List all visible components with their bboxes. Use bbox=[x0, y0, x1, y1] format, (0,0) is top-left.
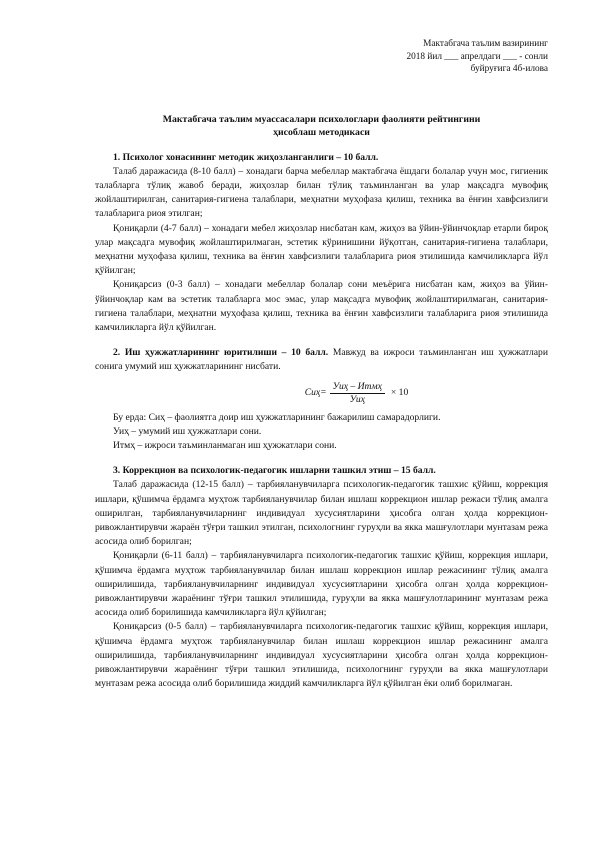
formula-definition: Итмҳ – ижроси таъминланмаган иш ҳужжатлари сони. bbox=[113, 439, 337, 451]
section-1-paragraph: Талаб даражасида (8-10 балл) – хонадаги барча мебеллар мактабгача ёшдаги болалар учун мос, гигиеник талабларга тўлиқ жавоб беради, жиҳозлар билан тўлиқ таъминланган ва улар мақсадга мувофиқ жойлаштирилган, санитария-гигиена талаблари, меҳнатни муҳофаза қилиш, техника ва ёнғин хавфсизлиги талабларига риоя этилган; bbox=[95, 165, 548, 220]
section-1-heading: 1. Психолог хонасининг методик жиҳозланганлиги – 10 балл. bbox=[113, 151, 379, 163]
section-2-heading: 2. Иш ҳужжатларининг юритилиши – 10 балл. bbox=[113, 347, 329, 359]
formula-denominator: Уиҳ bbox=[349, 393, 365, 405]
formula-lhs: Сиҳ= bbox=[304, 386, 327, 398]
section-3-heading: 3. Коррекцион ва психологик-педагогик ишларни ташкил этиш – 15 балл. bbox=[113, 465, 436, 477]
section-3-paragraph: Қониқарли (6-11 балл) – тарбияланувчиларга психологик-педагогик ташхис қўйиш, коррекция ишлари, қўшимча ёрдамга муҳтож тарбияланувчилар билан ишлаш коррекцион ишлар режасининг тўлиқ амалга оширилишида, тарбияланувчиларнинг индивидуал хусусиятларини ҳисобга олган ҳолда коррекцион-ривожлантирувчи жараёнинг тўғри ташкил этилишида, гуруҳли ва якка машғулотларининг мунтазам режа асосида олиб борилишида камчиликларга йўл қўйилган; bbox=[95, 550, 548, 619]
section-2-intro: Мавжуд ва ижроси таъминланган иш ҳужжатлари сонига умумий иш ҳужжатларининг нисбати. bbox=[95, 347, 548, 373]
formula-definition: Бу ерда: Сиҳ – фаолиятга доир иш ҳужжатларининг бажарилиш самарадорлиги. bbox=[113, 411, 441, 423]
approval-note-line-3: буйруғига 4б-илова bbox=[470, 64, 548, 74]
section-1-paragraph: Қониқарсиз (0-3 балл) – хонадаги мебеллар болалар сони меъёрига нисбатан кам, жиҳоз ва ўйин-ўйинчоқлар кам ва эстетик талабларга мос эмас, улар мақсадга мувофиқ жойлаштирилмаган, санитария-гигиена талаблари, меҳнатни муҳофаза қилиш, техника ва ёнғин хавфсизлиги талабларига риоя этилишида камчиликларга йўл қўйилган. bbox=[95, 279, 548, 333]
document-title-line-1: Мактабгача таълим муассасалари психологлари фаолияти рейтингини bbox=[162, 113, 481, 125]
formula-multiplier: × 10 bbox=[390, 386, 409, 398]
formula-numerator: Уиҳ – Итмҳ bbox=[330, 381, 385, 394]
formula-fraction bbox=[330, 381, 385, 406]
section-1-paragraph: Қониқарли (4-7 балл) – хонадаги мебел жиҳозлар нисбатан кам, жиҳоз ва ўйин-ўйинчоқлар етарли бироқ улар мақсадга мувофиқ жойлаштирилмаган, эстетик кўринишини йўқотган, санитария-гигиена талаблари, меҳнатни муҳофаза қилиш, техника ва ёнғин хавфсизлиги талабларига риоя этилишида камчиликларга йўл қўйилган; bbox=[95, 222, 548, 277]
section-2-intro-paragraph bbox=[95, 346, 548, 374]
formula-definition: Уиҳ – умумий иш ҳужжатлари сони. bbox=[113, 425, 262, 437]
section-3-paragraph: Қониқарсиз (0-5 балл) – тарбияланувчиларга психологик-педагогик ташхис қўйиш, коррекция ишлари, қўшимча ёрдамга муҳтож тарбияланувчилар билан ишлаш коррекцион ишлар режасининг амалга оширилишида, тарбияланувчиларнинг индивидуал хусусиятларини ҳисобга олган ҳолда коррекцион-ривожлантирувчи жараёнинг тўғри ташкил этилишида, психологнинг гуруҳли ва якка машғулотлари мунтазам режа асосида олиб борилишида жиддий камчиликларга йўл қўйилган ёки олиб борилмаган. bbox=[95, 621, 548, 690]
document-title bbox=[95, 113, 548, 139]
document-title-line-2: ҳисоблаш методикаси bbox=[273, 126, 370, 138]
efficiency-formula bbox=[165, 381, 548, 406]
approval-note-line-1: Мактабгача таълим вазирининг bbox=[423, 39, 548, 49]
approval-note bbox=[95, 38, 548, 76]
approval-note-line-2: 2018 йил ___ апрелдаги ___ - сонли bbox=[406, 51, 548, 62]
section-3-paragraph: Талаб даражасида (12-15 балл) – тарбияланувчиларга психологик-педагогик ташхис қўйиш, коррекция ишлари, қўшимча ёрдамга муҳтож тарбияланувчилар билан ишлаш коррекцион ишлар режаси тўлиқ амалга оширилган, тарбияланувчиларнинг индивидуал хусусиятларини ҳисобга олган ҳолда коррекцион-ривожлантирувчи жараён тўғри ташкил этилган, психологнинг гуруҳли ва якка машғулотлари мунтазам режа асосида олиб борилган; bbox=[95, 479, 548, 548]
